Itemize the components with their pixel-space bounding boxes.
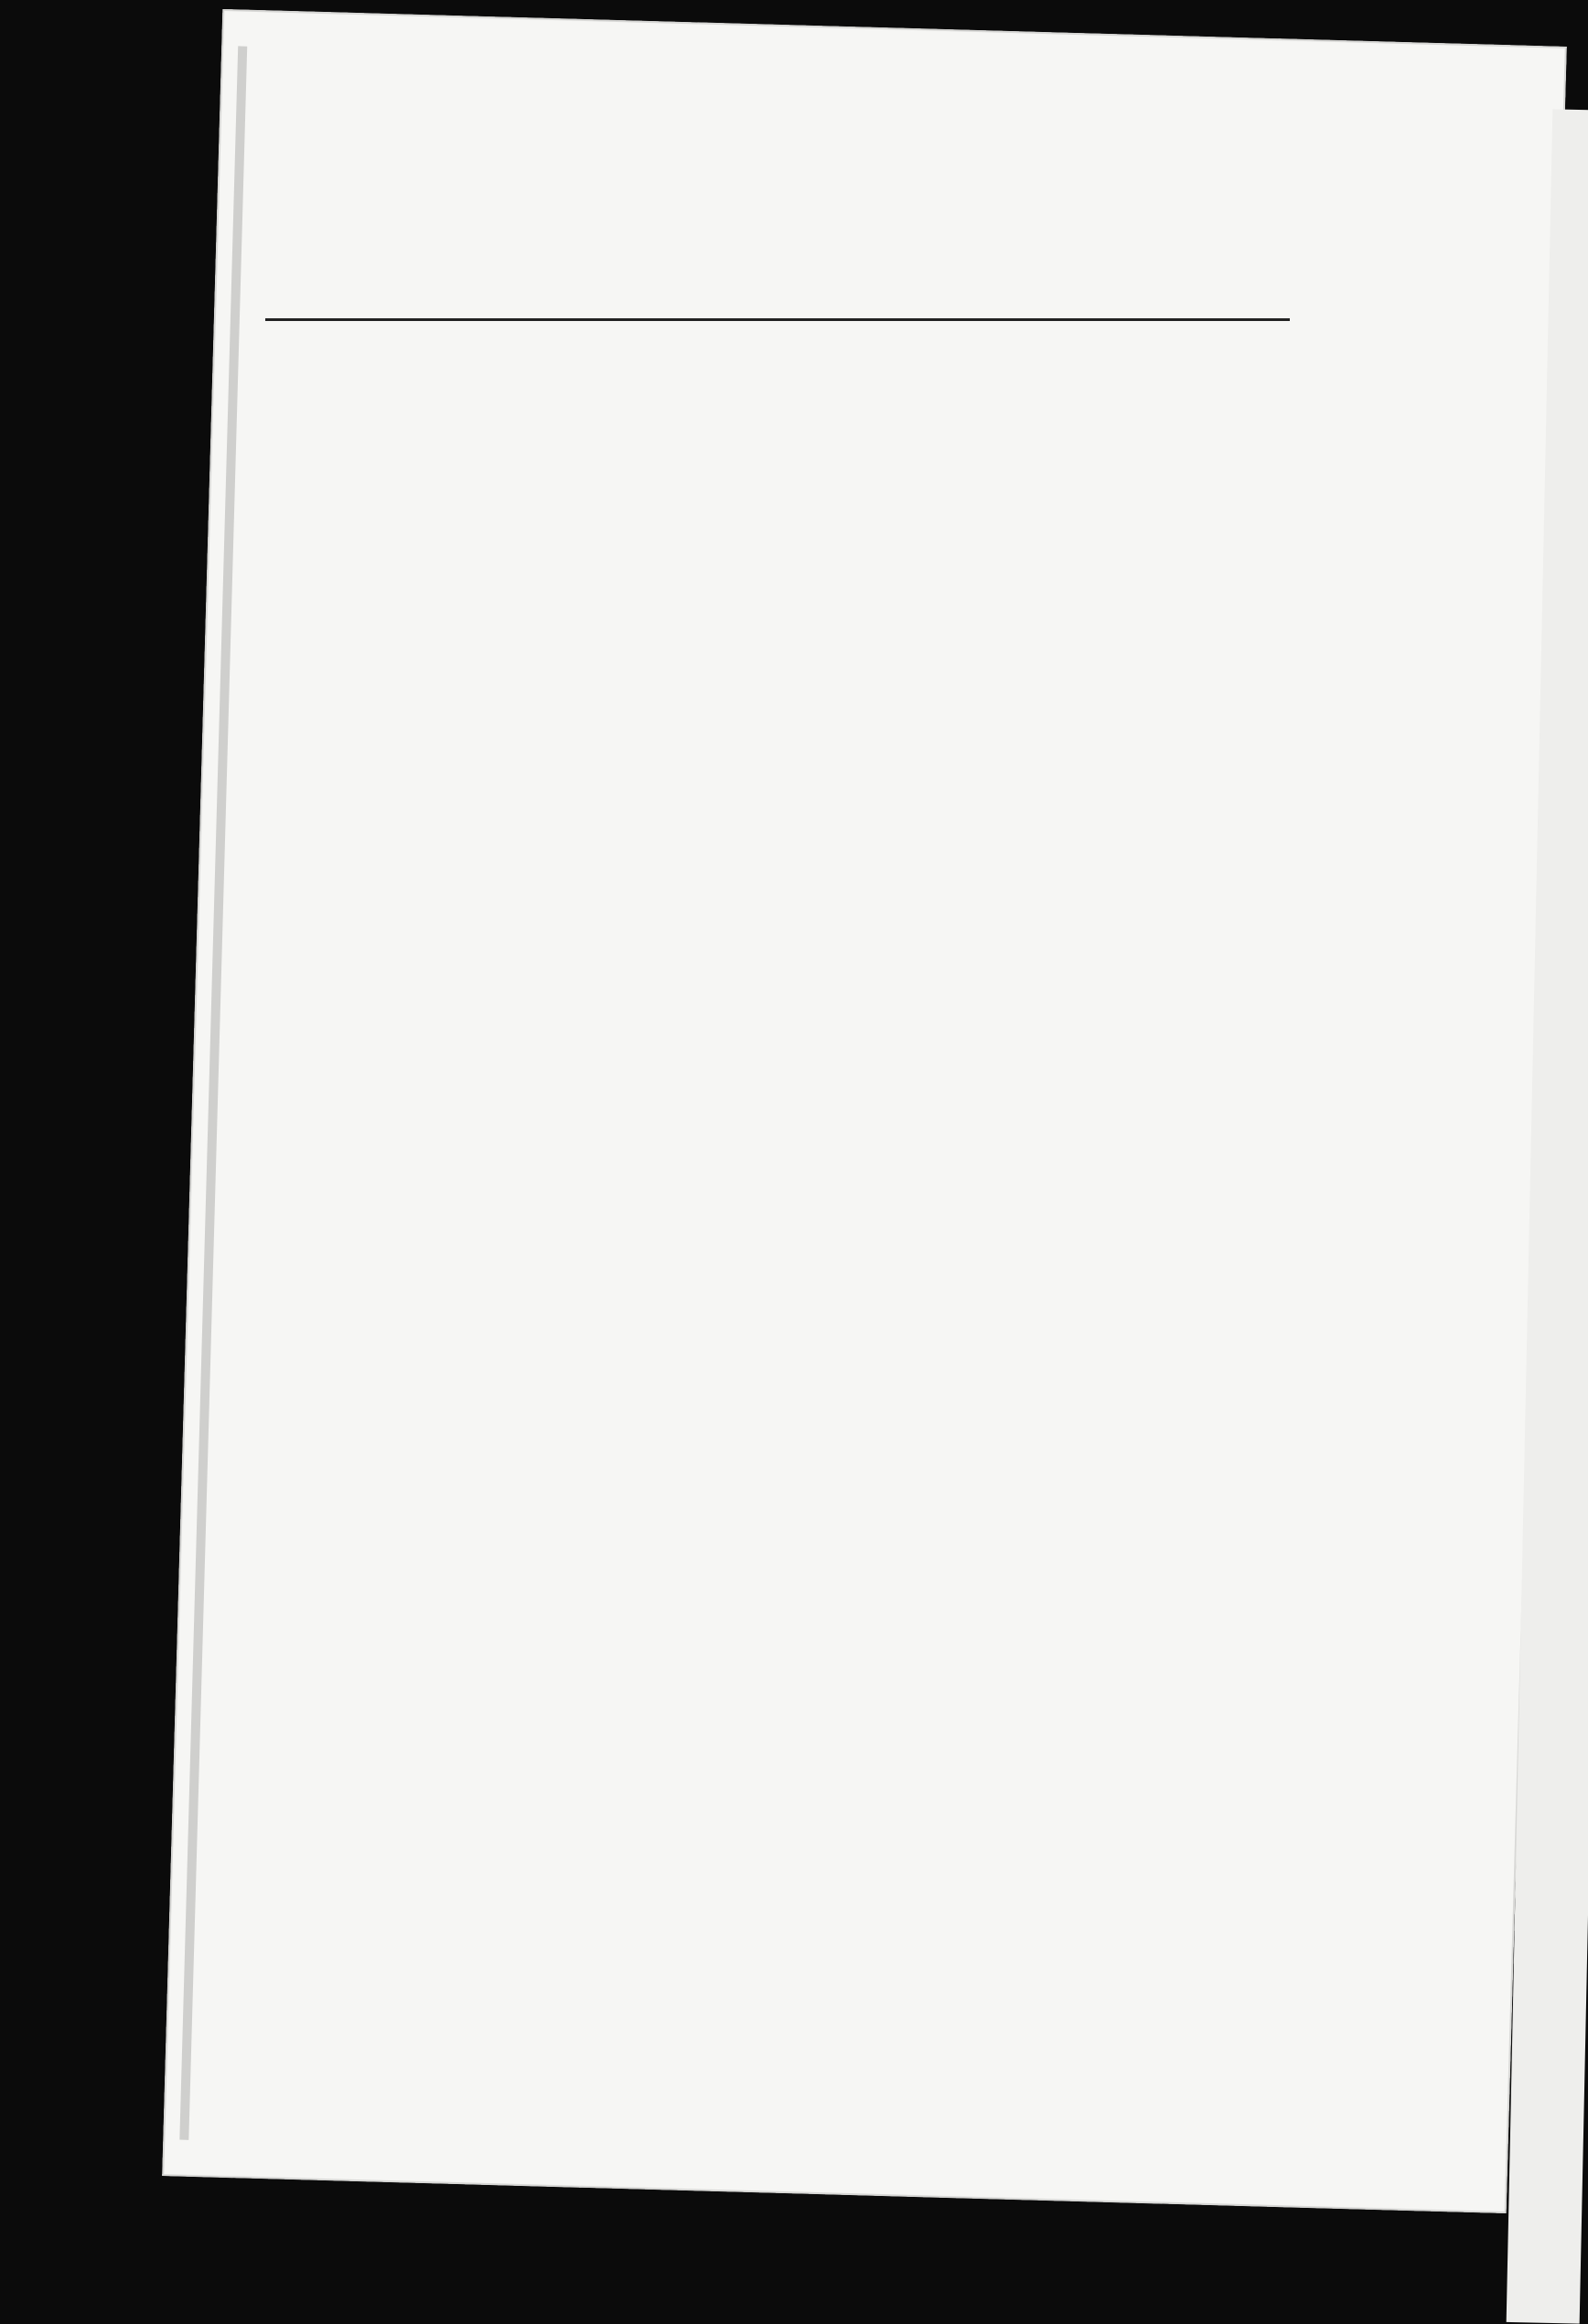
article-body bbox=[273, 361, 1283, 374]
header-rule bbox=[265, 318, 1290, 321]
page-edge bbox=[179, 46, 247, 2139]
running-header bbox=[265, 229, 1281, 321]
book-page bbox=[162, 9, 1567, 2213]
